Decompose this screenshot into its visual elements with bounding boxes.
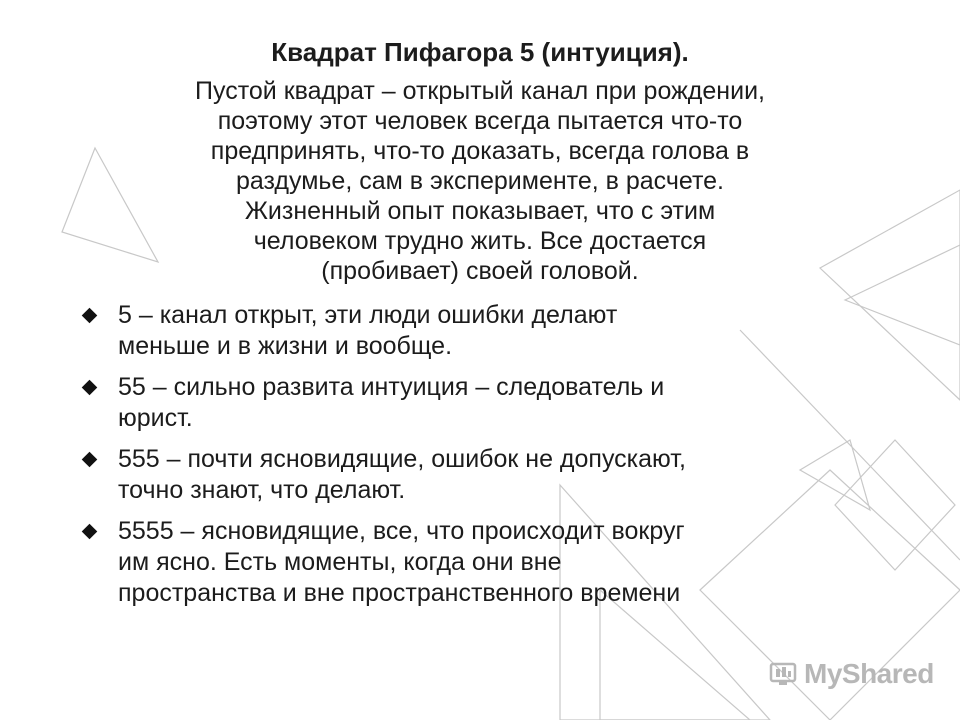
bullet-line: пространства и вне пространственного времени (118, 579, 681, 607)
myshared-logo-icon (768, 659, 798, 689)
bullet-line: юрист. (118, 404, 193, 432)
watermark-text: MyShared (804, 658, 934, 689)
bullet-line: 55 – сильно развита интуиция – следователь и (118, 373, 665, 401)
diamond-bullet-icon (82, 452, 98, 468)
bullet-list (80, 300, 870, 619)
bullet-item (80, 300, 870, 362)
bullet-line: 555 – почти ясновидящие, ошибок не допускают, (118, 445, 686, 473)
intro-line: Пустой квадрат – открытый канал при рождении, (195, 77, 765, 105)
intro-line: поэтому этот человек всегда пытается что-то (217, 107, 743, 135)
bullet-item (80, 444, 870, 506)
bullet-line: 5 – канал открыт, эти люди ошибки делают (118, 301, 618, 329)
bullet-line: им ясно. Есть моменты, когда они вне (118, 548, 562, 576)
bullet-item (80, 372, 870, 434)
diamond-bullet-icon (82, 308, 98, 324)
intro-line: предпринять, что-то доказать, всегда голова в (210, 137, 750, 165)
slide-title: Квадрат Пифагора 5 (интуиция). (271, 37, 689, 67)
bullet-line: точно знают, что делают. (118, 476, 406, 504)
bullet-line: меньше и в жизни и вообще. (118, 332, 453, 360)
intro-line: (пробивает) своей головой. (321, 257, 639, 285)
intro-paragraph (100, 76, 860, 286)
intro-line: человеком трудно жить. Все достается (253, 227, 707, 255)
intro-line: раздумье, сам в эксперименте, в расчете. (235, 167, 725, 195)
diamond-bullet-icon (82, 380, 98, 396)
diamond-bullet-icon (82, 524, 98, 540)
watermark[interactable] (768, 654, 934, 694)
bullet-item (80, 516, 870, 609)
bullet-line: 5555 – ясновидящие, все, что происходит вокруг (118, 517, 685, 545)
intro-line: Жизненный опыт показывает, что с этим (244, 197, 716, 225)
